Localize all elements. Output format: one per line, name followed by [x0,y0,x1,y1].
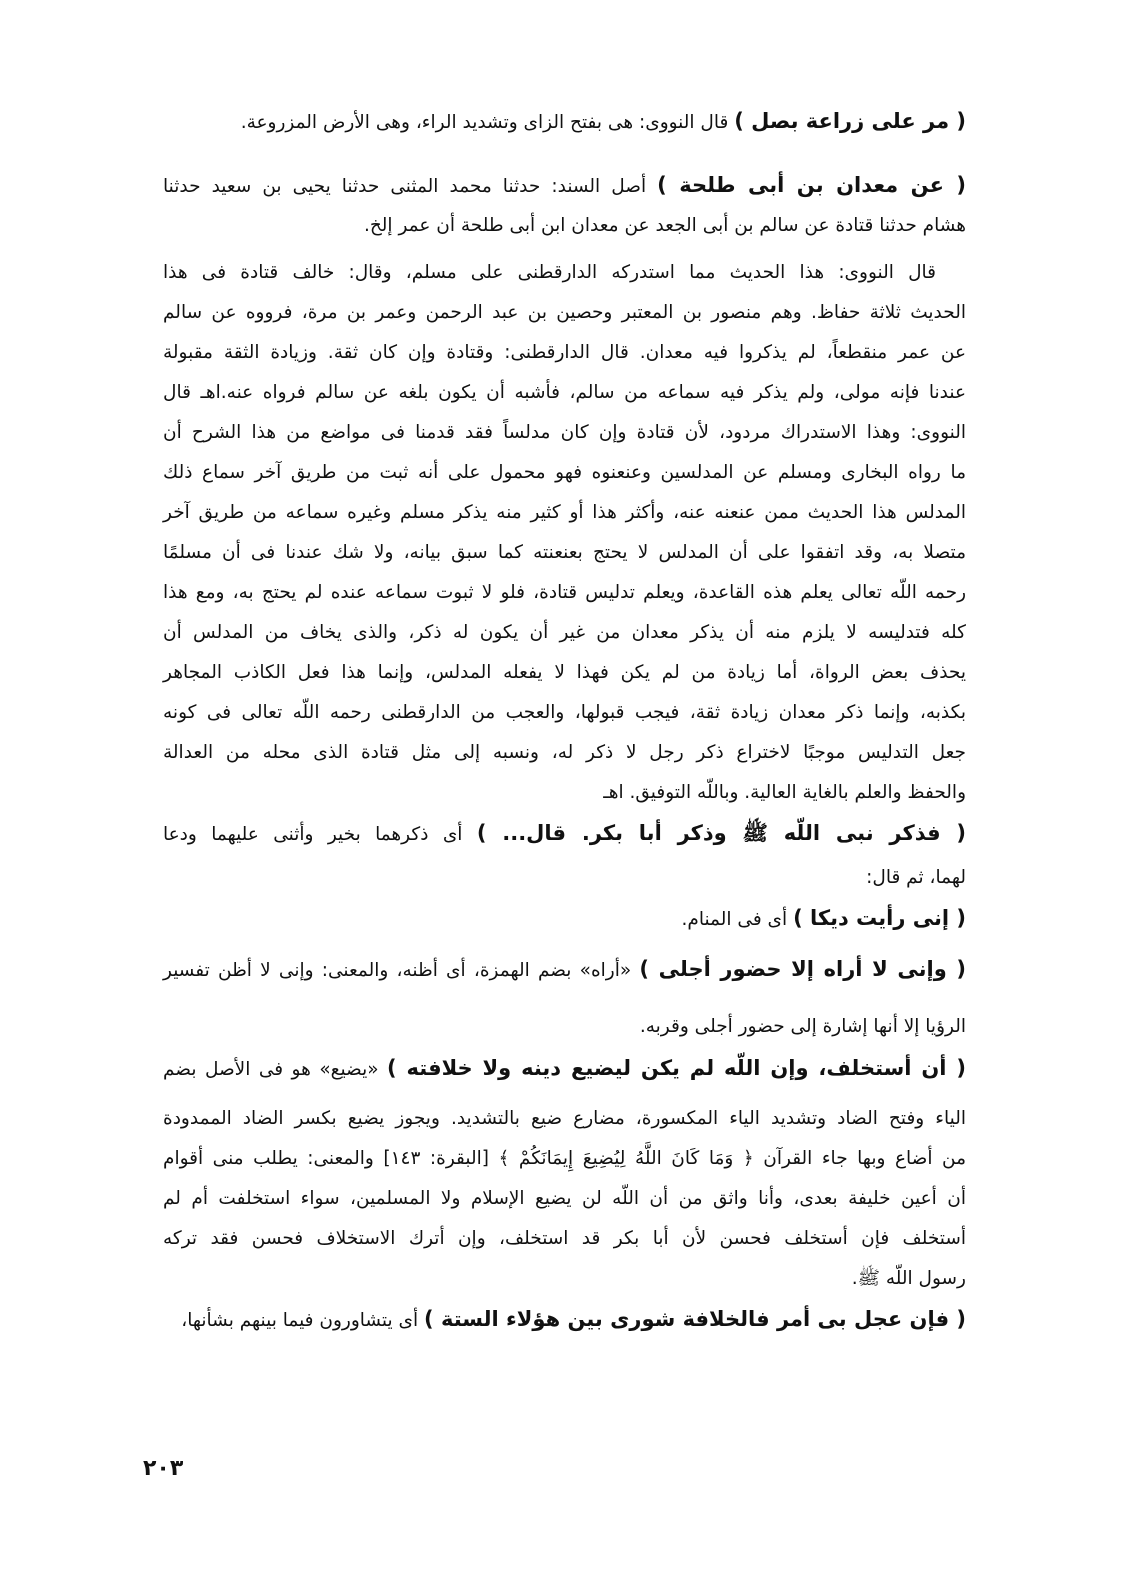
text-line [163,258,966,288]
line-text: أى ذكرهما بخير وأثنى عليهما ودعا [163,824,477,845]
line-text: أن أعين خليفة بعدى، وأنا واثق من أن اللّه لن يضيع الإسلام ولا المسلمين، سواء استخلفت أم لم [163,1188,966,1209]
line-text: قال النووى: هذا الحديث مما استدركه الدارقطنى على مسلم، وقال: خالف قتادة فى هذا [163,262,936,283]
line-text: من أضاع وبها جاء القرآن ﴿ وَمَا كَانَ اللَّهُ لِيُضِيعَ إِيمَانَكُمْ ﴾ [البقرة: ١٤٣] والمعنى: يطلب منى أقوام [163,1148,966,1169]
line-text: أى يتشاورون فيما بينهم بشأنها، [181,1310,425,1331]
text-line [163,498,966,528]
text-line [163,903,966,935]
text-line [163,1264,966,1294]
entry-heading: ( فإن عجل بى أمر فالخلافة شورى بين هؤلاء الستة ) [424,1307,966,1331]
text-line [163,738,966,768]
text-line [163,954,966,986]
text-line [163,538,966,568]
entry-heading: ( فذكر نبى اللّه ﷺ وذكر أبا بكر. قال... ) [476,821,966,845]
text-line [163,1304,966,1336]
text-line [163,1224,966,1254]
line-text: النووى: وهذا الاستدراك مردود، لأن قتادة وإن كان مدلساً فقد قدمنا فى مواضع من هذا الشرح أن [163,422,966,443]
text-line [163,698,966,728]
line-text: أستخلف فإن أستخلف فحسن لأن أبا بكر قد استخلف، وإن أترك الاستخلاف فحسن فقد تركه [163,1228,966,1249]
line-text: بكذبه، وإنما ذكر معدان زيادة ثقة، فيجب قبولها، والعجب من الدارقطنى رحمه اللّه تعالى فى كونه [163,702,966,723]
text-line [163,1184,966,1214]
line-text: كله فتدليسه لا يلزم منه أن يذكر معدان من غير أن يكون له ذكر، والذى يخاف من المدلس أن [163,622,966,643]
entry-heading: ( إنى رأيت ديكا ) [793,906,966,930]
line-text: أصل السند: حدثنا محمد المثنى حدثنا يحيى بن سعيد حدثنا [163,176,658,197]
line-text: جعل التدليس موجبًا لاختراع ذكر رجل لا ذكر له، ونسبه إلى مثل قتادة الذى محله من العدالة [163,742,966,763]
text-line [163,863,966,893]
text-line [163,778,966,808]
text-line [163,818,966,850]
line-text: «أراه» بضم الهمزة، أى أظنه، والمعنى: وإنى لا أظن تفسير [163,960,640,981]
entry-heading: ( عن معدان بن أبى طلحة ) [657,173,966,197]
line-text: أى فى المنام. [681,909,794,930]
line-text: ما رواه البخارى ومسلم عن المدلسين وعنعنوه فهو محمول على أنه ثبت من طريق آخر سماع ذلك [163,462,966,483]
text-line [163,338,966,368]
text-line [163,578,966,608]
entry-heading: ( أن أستخلف، وإن اللّه لم يكن ليضيع دينه ولا خلافته ) [387,1056,966,1080]
line-text: رحمه اللّه تعالى يعلم هذه القاعدة، ويعلم تدليس قتادة، فلو لا ثبوت سماعه عنده لم يحتج به، ومع هذا [163,582,966,603]
line-text: رسول اللّه ﷺ. [851,1268,966,1289]
line-text: عن عمر منقطعاً، لم يذكروا فيه معدان. قال الدارقطنى: وقتادة وإن كان ثقة. وزيادة الثقة مقبولة [163,342,966,363]
line-text: «يضيع» هو فى الأصل بضم [163,1059,388,1080]
text-line [163,458,966,488]
entry-heading: ( مر على زراعة بصل ) [734,109,966,133]
text-line [163,1144,966,1174]
line-text: الرؤيا إلا أنها إشارة إلى حضور أجلى وقربه. [639,1016,966,1037]
text-line [163,1104,966,1134]
text-line [163,1012,966,1042]
line-text: قال النووى: هى بفتح الزاى وتشديد الراء، وهى الأرض المزروعة. [240,112,735,133]
line-text: لهما، ثم قال: [866,867,966,888]
line-text: عندنا فإنه مولى، ولم يذكر فيه سماعه من سالم، فأشبه أن يكون بلغه عن سالم فرواه عنه.اهـ قال [163,382,966,403]
line-text: متصلا به، وقد اتفقوا على أن المدلس لا يحتج بعنعنته كما سبق بيانه، ولا شك عندنا فى أن مسلمًا [163,542,966,563]
line-text: المدلس هذا الحديث ممن عنعنه عنه، وأكثر هذا أو كثير منه يذكر مسلم وغيره سماعه من طريق آخر [163,502,966,523]
text-line [163,298,966,328]
line-text: يحذف بعض الرواة، أما زيادة من لم يكن فهذا لا يفعله المدلس، وإنما هذا فعل الكاذب المجاهر [163,662,966,683]
text-line [163,618,966,648]
line-text: الياء وفتح الضاد وتشديد الياء المكسورة، مضارع ضيع بالتشديد. ويجوز يضيع بكسر الضاد الممدودة [163,1108,966,1129]
page-number: ٢٠٣ [143,1456,184,1481]
text-line [163,106,966,138]
text-line [163,418,966,448]
text-line [163,658,966,688]
text-line [163,378,966,408]
text-line [163,211,966,241]
line-text: الحديث ثلاثة حفاظ. وهم منصور بن المعتبر وحصين بن عبد الرحمن وعمر بن مرة، فرووه عن سالم [163,302,966,323]
line-text: والحفظ والعلم بالغاية العالية. وباللّه التوفيق. اهـ [603,782,966,803]
line-text: هشام حدثنا قتادة عن سالم بن أبى الجعد عن معدان ابن أبى طلحة أن عمر إلخ. [363,215,966,236]
entry-heading: ( وإنى لا أراه إلا حضور أجلى ) [639,957,966,981]
text-line [163,1053,966,1085]
text-line [163,170,966,202]
